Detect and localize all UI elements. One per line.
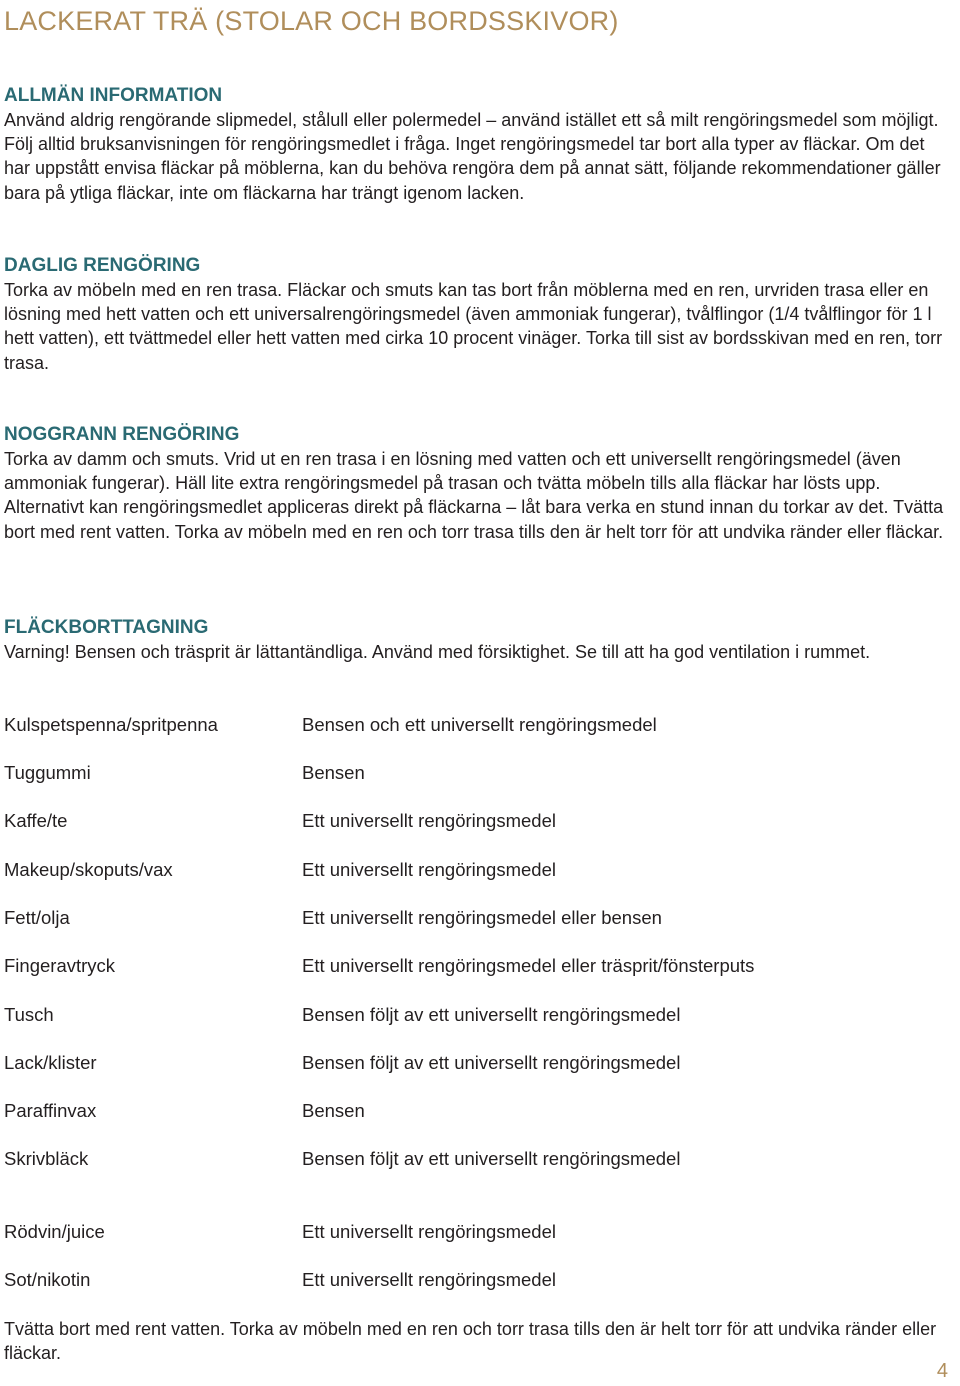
table-row [4,1050,954,1076]
page-number: 4 [936,1360,948,1382]
stain-remedy: Ett universellt rengöringsmedel eller träsprit/fönsterputs [302,955,755,976]
stain-type: Fett/olja [4,907,70,928]
section-text: Använd aldrig rengörande slipmedel, stålull eller polermedel – använd istället ett så milt rengöringsmedel som möjligt. Följ alltid bruksanvisningen för rengöringsmedlet i fråga. Inget rengöringsmedel tar bort alla typer av fläckar. Om det har uppstått envisa fläckar på möblerna, kan du behöva rengöra dem på annat sätt, följande rekommendationer gäller bara på ytliga fläckar, inte om fläckarna har trängt igenom lacken. [4,110,941,203]
table-row [4,1267,954,1293]
section-daily-cleaning [4,254,952,375]
stain-type: Sot/nikotin [4,1269,91,1290]
page-title: LACKERAT TRÄ (STOLAR OCH BORDSSKIVOR) [4,6,619,36]
stain-remedy: Ett universellt rengöringsmedel [302,1221,556,1242]
section-heading: FLÄCKBORTTAGNING [4,617,209,638]
section-heading: DAGLIG RENGÖRING [4,255,201,276]
stain-type: Kaffe/te [4,810,68,831]
stain-remedy: Ett universellt rengöringsmedel [302,810,556,831]
stain-type: Rödvin/juice [4,1221,105,1242]
stain-remedy: Bensen följt av ett universellt rengöringsmedel [302,1004,681,1025]
section-heading: NOGGRANN RENGÖRING [4,424,240,445]
table-row [4,1146,954,1172]
section-text: Torka av möbeln med en ren trasa. Fläckar och smuts kan tas bort från möblerna med en ren, urvriden trasa eller en lösning med hett vatten och ett universalrengöringsmedel (även ammoniak fungerar), tvålflingor (1/4 tvålflingor för 1 l hett vatten), ett tvättmedel eller hett vatten med cirka 10 procent vinäger. Torka till sist av bordsskivan med en ren, torr trasa. [4,280,943,373]
stain-remedy: Bensen följt av ett universellt rengöringsmedel [302,1148,681,1169]
table-row [4,953,954,979]
section-heading: ALLMÄN INFORMATION [4,85,223,106]
stain-type: Skrivbläck [4,1148,89,1169]
stain-remedy: Ett universellt rengöringsmedel eller bensen [302,907,662,928]
stain-remedy: Bensen [302,1100,365,1121]
table-row [4,857,954,883]
section-general-info [4,84,952,205]
table-row [4,1098,954,1124]
stain-type: Fingeravtryck [4,955,116,976]
section-text: Varning! Bensen och träsprit är lättantändliga. Använd med försiktighet. Se till att ha god ventilation i rummet. [4,642,871,662]
stain-remedy: Ett universellt rengöringsmedel [302,1269,556,1290]
section-text: Torka av damm och smuts. Vrid ut en ren trasa i en lösning med vatten och ett universellt rengöringsmedel (även ammoniak fungerar). Häll lite extra rengöringsmedel på trasan och tvätta möbeln tills alla fläckar har lösts upp. Alternativt kan rengöringsmedlet appliceras direkt på fläckarna – låt bara verka en stund innan du torkar av det. Tvätta bort med rent vatten. Torka av möbeln med en ren och torr trasa tills den är helt torr för att undvika ränder eller fläckar. [4,449,944,542]
table-row [4,1219,954,1245]
table-row [4,808,954,834]
section-stain-removal [4,616,934,664]
table-row [4,905,954,931]
section-thorough-cleaning [4,423,952,544]
closing-text: Tvätta bort med rent vatten. Torka av möbeln med en ren och torr trasa tills den är helt torr för att undvika ränder eller fläckar. [4,1319,937,1364]
stain-remedy: Bensen [302,762,365,783]
stain-type: Lack/klister [4,1052,97,1073]
stain-type: Paraffinvax [4,1100,97,1121]
stain-remedy: Ett universellt rengöringsmedel [302,859,556,880]
table-row [4,712,954,738]
stain-type: Makeup/skoputs/vax [4,859,173,880]
stain-remedy: Bensen och ett universellt rengöringsmedel [302,714,657,735]
stain-type: Tuggummi [4,762,91,783]
stain-type: Kulspetspenna/spritpenna [4,714,218,735]
stain-remedy: Bensen följt av ett universellt rengöringsmedel [302,1052,681,1073]
stain-type: Tusch [4,1004,54,1025]
table-row [4,1002,954,1028]
table-row [4,760,954,786]
